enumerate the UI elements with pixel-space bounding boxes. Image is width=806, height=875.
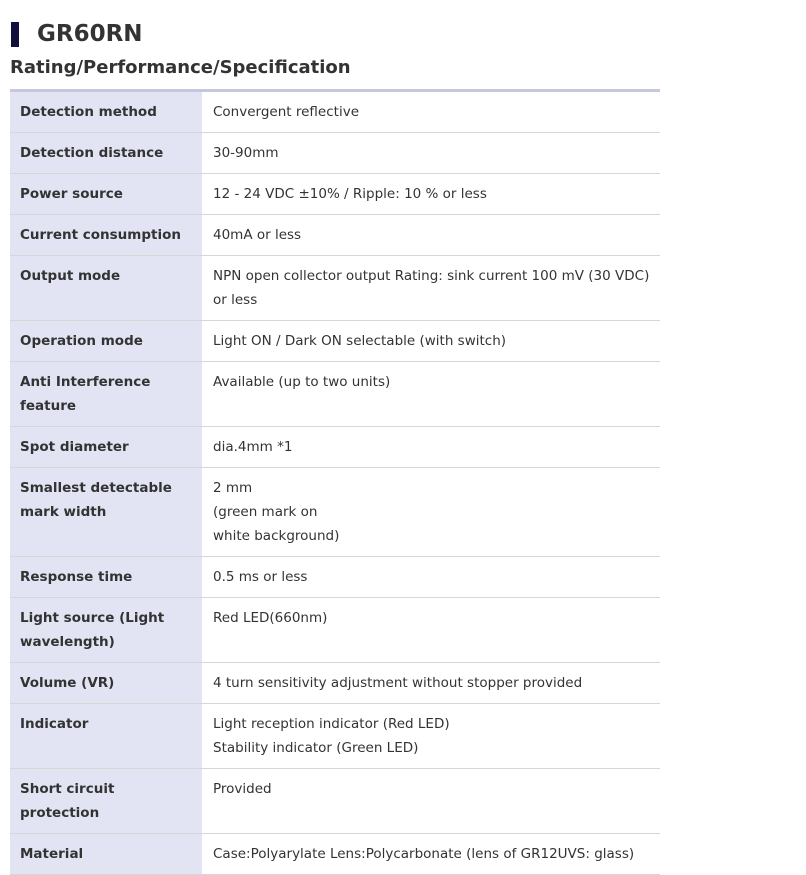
spec-label: Current consumption — [10, 215, 202, 256]
spec-value — [202, 704, 660, 769]
spec-value-line: 30-90mm — [213, 145, 279, 161]
spec-value — [202, 256, 660, 321]
spec-value — [202, 174, 660, 215]
spec-value-line: Light ON / Dark ON selectable (with switch) — [213, 333, 507, 349]
spec-value-line: 40mA or less — [213, 227, 302, 243]
spec-row — [10, 215, 660, 256]
spec-row — [10, 663, 660, 704]
spec-label: Volume (VR) — [10, 663, 202, 704]
spec-value — [202, 557, 660, 598]
spec-value — [202, 769, 660, 834]
spec-row — [10, 557, 660, 598]
spec-value-line: 4 turn sensitivity adjustment without stopper provided — [213, 675, 583, 691]
spec-value-line: 0.5 ms or less — [213, 569, 308, 585]
spec-value — [202, 427, 660, 468]
spec-value-line: Provided — [213, 781, 272, 797]
spec-value — [202, 362, 660, 427]
spec-label: Light source (Light wavelength) — [10, 598, 202, 663]
spec-row — [10, 769, 660, 834]
spec-row — [10, 362, 660, 427]
spec-label: Response time — [10, 557, 202, 598]
spec-value-line: 12 - 24 VDC ±10% / Ripple: 10 % or less — [213, 186, 487, 202]
spec-value-line: (green mark on — [213, 504, 318, 520]
spec-value — [202, 468, 660, 557]
spec-value-line: white background) — [213, 528, 340, 544]
spec-label: Material — [10, 834, 202, 875]
spec-row — [10, 427, 660, 468]
section-title: Rating/Performance/Specification — [10, 57, 351, 78]
spec-value-line: Convergent reflective — [213, 104, 359, 120]
spec-label: Output mode — [10, 256, 202, 321]
product-title — [11, 19, 143, 49]
spec-value — [202, 133, 660, 174]
spec-row — [10, 834, 660, 875]
spec-label: Indicator — [10, 704, 202, 769]
spec-row — [10, 468, 660, 557]
product-name: GR60RN — [37, 21, 143, 47]
spec-label: Power source — [10, 174, 202, 215]
spec-label: Anti Interference feature — [10, 362, 202, 427]
spec-value — [202, 663, 660, 704]
spec-label: Smallest detectable mark width — [10, 468, 202, 557]
spec-value-line: Available (up to two units) — [213, 374, 391, 390]
spec-value-line: Light reception indicator (Red LED) — [213, 716, 450, 732]
spec-label: Operation mode — [10, 321, 202, 362]
title-accent-bar — [11, 22, 19, 47]
spec-row — [10, 174, 660, 215]
spec-label: Detection method — [10, 91, 202, 133]
spec-value — [202, 215, 660, 256]
spec-value-line: NPN open collector output Rating: sink current 100 mV (30 VDC) or less — [213, 268, 650, 308]
spec-row — [10, 321, 660, 362]
spec-value-line: Red LED(660nm) — [213, 610, 328, 626]
spec-row — [10, 256, 660, 321]
spec-row — [10, 598, 660, 663]
spec-row — [10, 704, 660, 769]
spec-table — [10, 89, 660, 875]
spec-value — [202, 321, 660, 362]
spec-label: Short circuit protection — [10, 769, 202, 834]
spec-label: Detection distance — [10, 133, 202, 174]
spec-table-body — [10, 91, 660, 875]
spec-value — [202, 91, 660, 133]
spec-row — [10, 91, 660, 133]
spec-value-line: 2 mm — [213, 480, 253, 496]
spec-value-line: dia.4mm *1 — [213, 439, 293, 455]
spec-row — [10, 133, 660, 174]
spec-value — [202, 598, 660, 663]
spec-value — [202, 834, 660, 875]
spec-value-line: Case:Polyarylate Lens:Polycarbonate (lens of GR12UVS: glass) — [213, 846, 635, 862]
spec-value-line: Stability indicator (Green LED) — [213, 740, 419, 756]
spec-label: Spot diameter — [10, 427, 202, 468]
